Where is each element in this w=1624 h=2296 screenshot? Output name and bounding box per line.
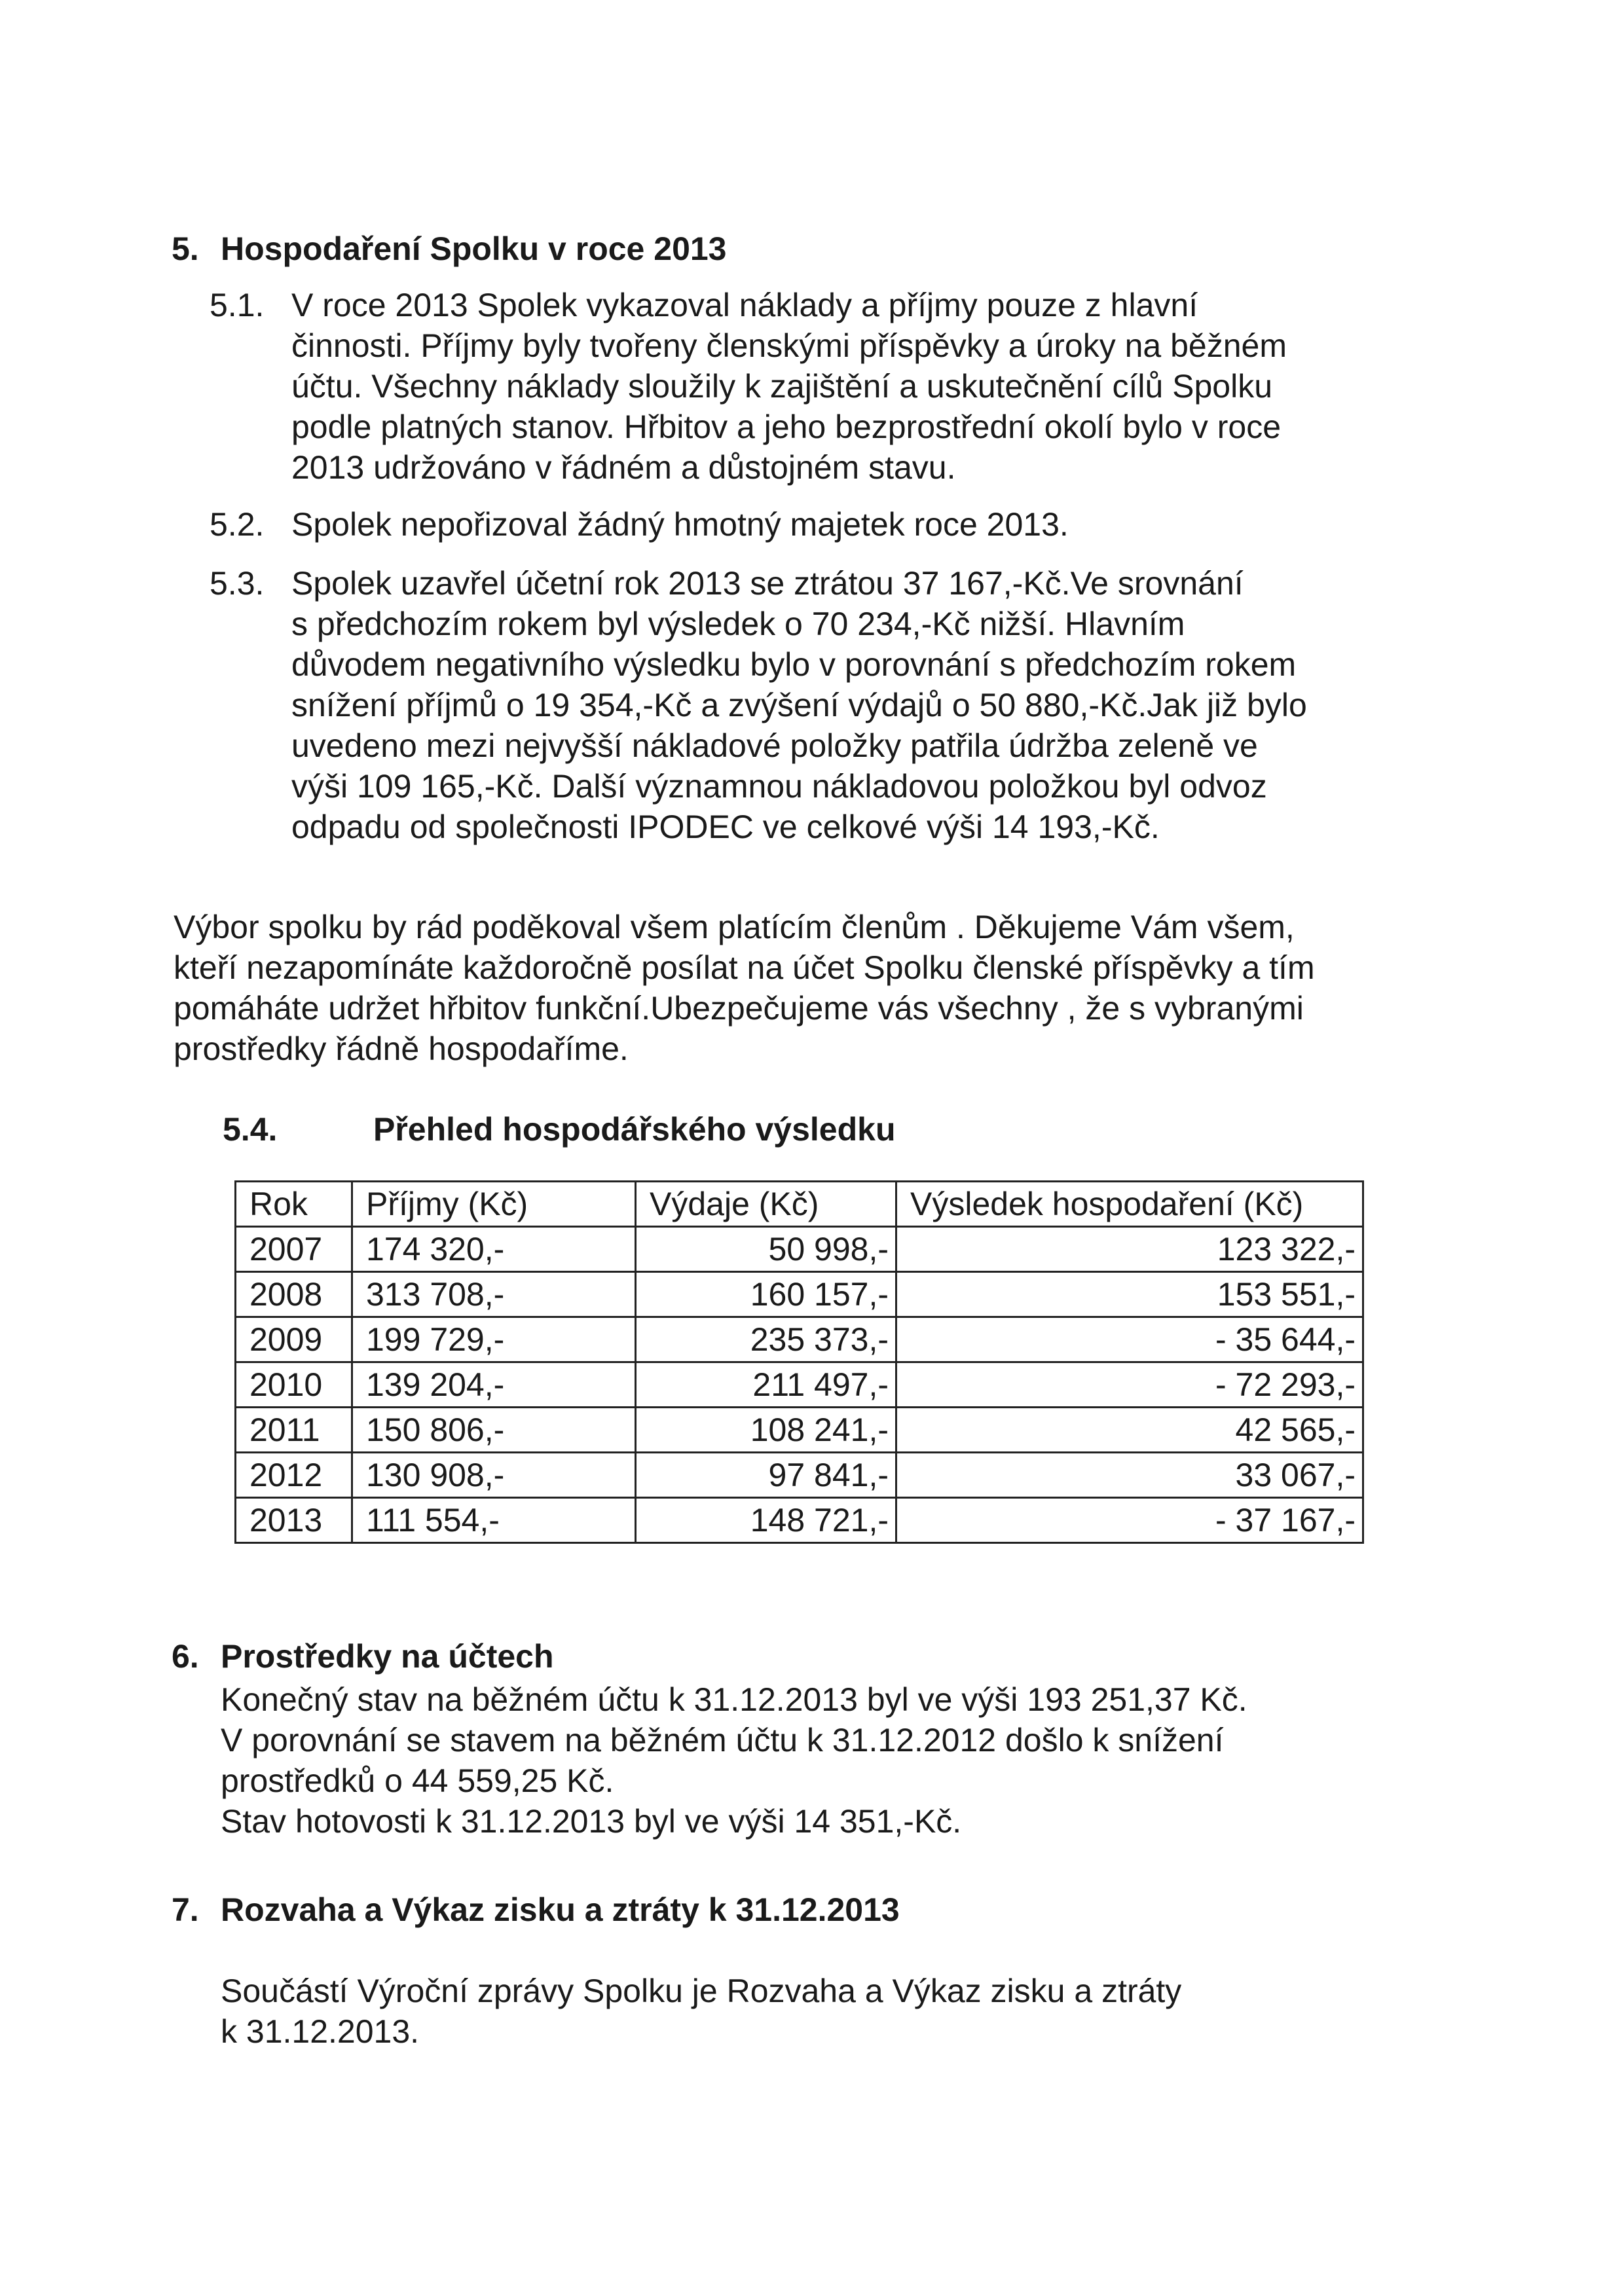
item-5-3 (210, 563, 1307, 847)
cell-expenses: 148 721,- (636, 1498, 896, 1543)
cell-result: 123 322,- (896, 1227, 1363, 1272)
section-5-4-heading (223, 1110, 896, 1149)
table-row (236, 1227, 1363, 1272)
table-row (236, 1272, 1363, 1317)
section-7-line: Součástí Výroční zprávy Spolku je Rozvaha a Výkaz zisku a ztráty (221, 1973, 1182, 2009)
header-income: Příjmy (Kč) (352, 1182, 636, 1227)
cell-expenses: 235 373,- (636, 1317, 896, 1362)
table-row (236, 1408, 1363, 1453)
section-6-title: Prostředky na účtech (221, 1638, 554, 1675)
cell-income: 313 708,- (352, 1272, 636, 1317)
section-6-line: V porovnání se stavem na běžném účtu k 31.12.2012 došlo k snížení (221, 1722, 1224, 1758)
thanks-paragraph (174, 907, 1315, 1069)
cell-result: - 72 293,- (896, 1362, 1363, 1408)
cell-income: 150 806,- (352, 1408, 636, 1453)
item-5-1-line: účtu. Všechny náklady sloužily k zajištění a uskutečnění cílů Spolku (291, 368, 1273, 405)
thanks-line: kteří nezapomínáte každoročně posílat na účet Spolku členské příspěvky a tím (174, 949, 1315, 986)
cell-income: 174 320,- (352, 1227, 636, 1272)
section-5-title: Hospodaření Spolku v roce 2013 (221, 230, 727, 267)
section-6-body (221, 1679, 1247, 1842)
table-row (236, 1498, 1363, 1543)
section-6-line: prostředků o 44 559,25 Kč. (221, 1762, 614, 1799)
table-header-row (236, 1182, 1363, 1227)
cell-expenses: 160 157,- (636, 1272, 896, 1317)
item-5-3-number: 5.3. (210, 565, 265, 602)
header-result: Výsledek hospodaření (Kč) (896, 1182, 1363, 1227)
section-7-number: 7. (172, 1891, 199, 1928)
item-5-3-line: snížení příjmů o 19 354,-Kč a zvýšení výdajů o 50 880,-Kč.Jak již bylo (291, 687, 1307, 723)
section-5-4-number: 5.4. (223, 1111, 278, 1148)
section-7-line: k 31.12.2013. (221, 2013, 420, 2050)
thanks-line: Výbor spolku by rád poděkoval všem platícím členům . Děkujeme Vám všem, (174, 909, 1295, 945)
item-5-3-line: výši 109 165,-Kč. Další významnou nákladovou položkou byl odvoz (291, 768, 1267, 805)
item-5-2-line: Spolek nepořizoval žádný hmotný majetek roce 2013. (291, 506, 1069, 543)
cell-expenses: 211 497,- (636, 1362, 896, 1408)
section-6-line: Stav hotovosti k 31.12.2013 byl ve výši 14 351,-Kč. (221, 1803, 962, 1840)
cell-income: 111 554,- (352, 1498, 636, 1543)
item-5-3-line: s předchozím rokem byl výsledek o 70 234,-Kč nižší. Hlavním (291, 606, 1185, 642)
cell-result: - 37 167,- (896, 1498, 1363, 1543)
section-5-4-title: Přehled hospodářského výsledku (373, 1111, 896, 1148)
section-6-number: 6. (172, 1638, 199, 1675)
cell-year: 2007 (236, 1227, 352, 1272)
cell-income: 130 908,- (352, 1453, 636, 1498)
section-6-line: Konečný stav na běžném účtu k 31.12.2013 byl ve výši 193 251,37 Kč. (221, 1681, 1247, 1718)
table-row (236, 1362, 1363, 1408)
item-5-1-line: podle platných stanov. Hřbitov a jeho bezprostřední okolí bylo v roce (291, 409, 1282, 445)
cell-year: 2009 (236, 1317, 352, 1362)
header-expenses: Výdaje (Kč) (636, 1182, 896, 1227)
cell-result: 153 551,- (896, 1272, 1363, 1317)
item-5-3-line: Spolek uzavřel účetní rok 2013 se ztrátou 37 167,-Kč.Ve srovnání (291, 565, 1244, 602)
item-5-1-line: 2013 udržováno v řádném a důstojném stavu. (291, 449, 956, 486)
financial-results-table (234, 1180, 1364, 1544)
section-5-number: 5. (172, 230, 199, 267)
cell-result: - 35 644,- (896, 1317, 1363, 1362)
item-5-3-line: důvodem negativního výsledku bylo v porovnání s předchozím rokem (291, 646, 1297, 683)
item-5-2 (210, 504, 1069, 545)
item-5-1-line: V roce 2013 Spolek vykazoval náklady a příjmy pouze z hlavní (291, 287, 1198, 323)
cell-year: 2011 (236, 1408, 352, 1453)
item-5-3-line: odpadu od společnosti IPODEC ve celkové výši 14 193,-Kč. (291, 809, 1160, 845)
section-5-heading (172, 229, 727, 268)
cell-result: 42 565,- (896, 1408, 1363, 1453)
cell-result: 33 067,- (896, 1453, 1363, 1498)
item-5-1-line: činnosti. Příjmy byly tvořeny členskými příspěvky a úroky na běžném (291, 327, 1287, 364)
item-5-3-line: uvedeno mezi nejvyšší nákladové položky patřila údržba zeleně ve (291, 727, 1258, 764)
section-7-body (221, 1971, 1181, 2052)
cell-year: 2012 (236, 1453, 352, 1498)
cell-expenses: 108 241,- (636, 1408, 896, 1453)
thanks-line: prostředky řádně hospodaříme. (174, 1030, 629, 1067)
section-7-heading (172, 1890, 900, 1929)
table-row (236, 1317, 1363, 1362)
section-6-heading (172, 1637, 554, 1676)
thanks-line: pomáháte udržet hřbitov funkční.Ubezpečujeme vás všechny , že s vybranými (174, 990, 1304, 1027)
item-5-1-number: 5.1. (210, 287, 265, 323)
section-7-title: Rozvaha a Výkaz zisku a ztráty k 31.12.2013 (221, 1891, 900, 1928)
cell-year: 2010 (236, 1362, 352, 1408)
cell-income: 199 729,- (352, 1317, 636, 1362)
header-year: Rok (236, 1182, 352, 1227)
table-row (236, 1453, 1363, 1498)
item-5-2-number: 5.2. (210, 506, 265, 543)
cell-expenses: 97 841,- (636, 1453, 896, 1498)
cell-expenses: 50 998,- (636, 1227, 896, 1272)
cell-year: 2013 (236, 1498, 352, 1543)
cell-income: 139 204,- (352, 1362, 636, 1408)
item-5-1 (210, 285, 1287, 488)
cell-year: 2008 (236, 1272, 352, 1317)
